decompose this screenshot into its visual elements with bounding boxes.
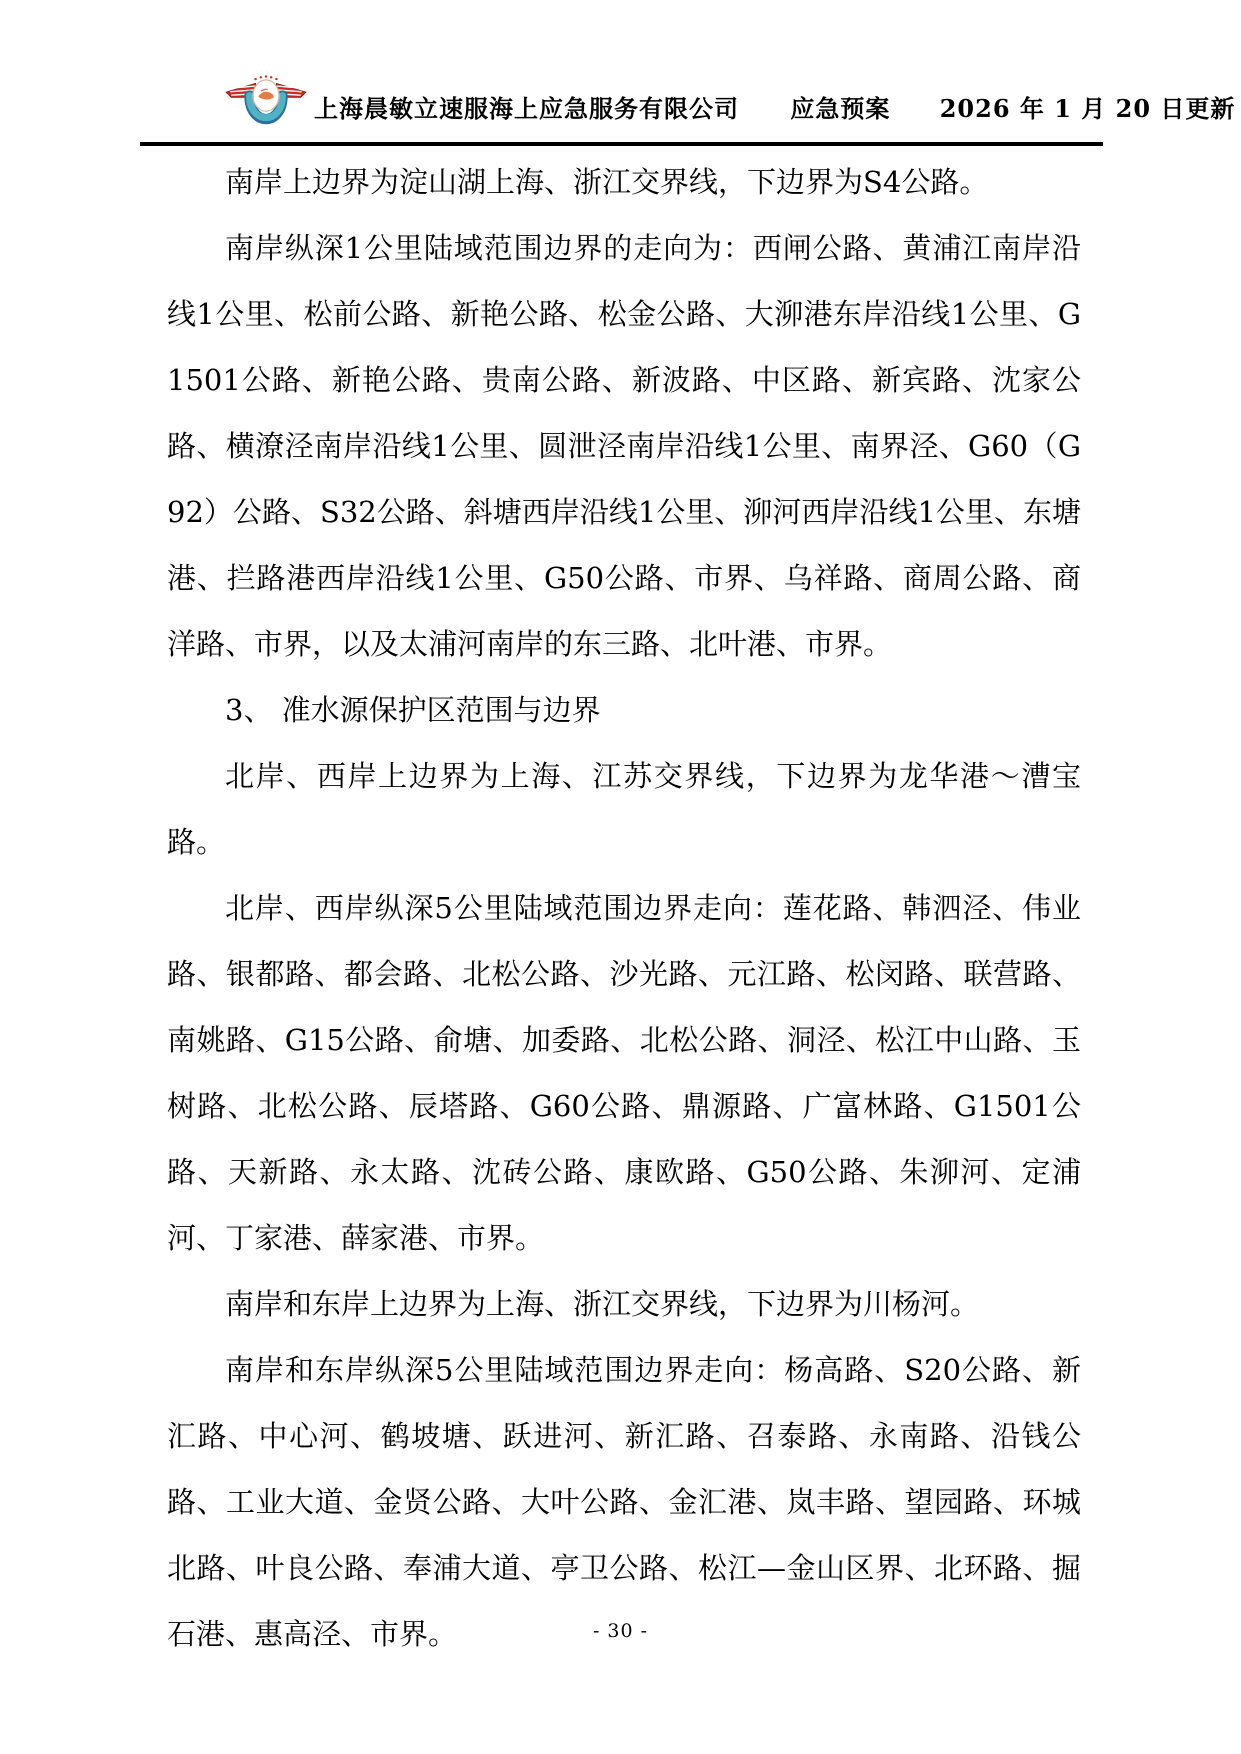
paragraph-north-west-bank-upper-boundary: 北岸、西岸上边界为上海、江苏交界线，下边界为龙华港～漕宝路。 xyxy=(167,759,1081,859)
paragraph-south-bank-upper-boundary: 南岸上边界为淀山湖上海、浙江交界线，下边界为S4公路。 xyxy=(225,165,989,199)
header-row xyxy=(140,72,1236,140)
document-body xyxy=(167,149,1081,1667)
paragraph-south-east-bank-upper-boundary: 南岸和东岸上边界为上海、浙江交界线，下边界为川杨河。 xyxy=(225,1287,980,1321)
paragraph-south-east-bank-5km-boundary: 南岸和东岸纵深5公里陆域范围边界走向：杨高路、S20公路、新汇路、中心河、鹤坡塘、跃进河、新汇路、召泰路、永南路、沿钱公路、工业大道、金贤公路、大叶公路、金汇港、岚丰路、望园路、环城北路、叶良公路、奉浦大道、亭卫公路、松江—金山区界、北环路、掘石港、惠高泾、市界。 xyxy=(167,1353,1081,1651)
page-number: - 30 - xyxy=(592,1620,649,1642)
section-heading-quasi-protection-zone: 3、 准水源保护区范围与边界 xyxy=(225,693,601,727)
header-update-date: 2026 年 1 月 20 日更新 xyxy=(939,93,1236,123)
header-title-line xyxy=(310,89,1235,124)
page-header xyxy=(140,72,1236,146)
paragraph-north-west-bank-5km-boundary: 北岸、西岸纵深5公里陆域范围边界走向：莲花路、韩泗泾、伟业路、银都路、都会路、北松公路、沙光路、元江路、松闵路、联营路、南姚路、G15公路、俞塘、加委路、北松公路、洞泾、松江中山路、玉树路、北松公路、辰塔路、G60公路、鼎源路、广富林路、G1501公路、天新路、永太路、沈砖公路、康欧路、G50公路、朱泖河、定浦河、丁家港、薛家港、市界。 xyxy=(167,891,1081,1255)
header-divider xyxy=(140,142,1103,146)
company-logo-icon xyxy=(222,73,310,139)
header-company-name: 上海晨敏立速服海上应急服务有限公司 xyxy=(314,93,739,123)
page-footer xyxy=(0,1620,1241,1642)
paragraph-south-bank-1km-boundary: 南岸纵深1公里陆域范围边界的走向为：西闸公路、黄浦江南岸沿线1公里、松前公路、新艳公路、松金公路、大泖港东岸沿线1公里、G1501公路、新艳公路、贵南公路、新波路、中区路、新宾路、沈家公路、横潦泾南岸沿线1公里、圆泄泾南岸沿线1公里、南界泾、G60（G92）公路、S32公路、斜塘西岸沿线1公里、泖河西岸沿线1公里、东塘港、拦路港西岸沿线1公里、G50公路、市界、乌祥路、商周公路、商洋路、市界，以及太浦河南岸的东三路、北叶港、市界。 xyxy=(167,231,1081,661)
header-doc-label: 应急预案 xyxy=(790,93,891,123)
